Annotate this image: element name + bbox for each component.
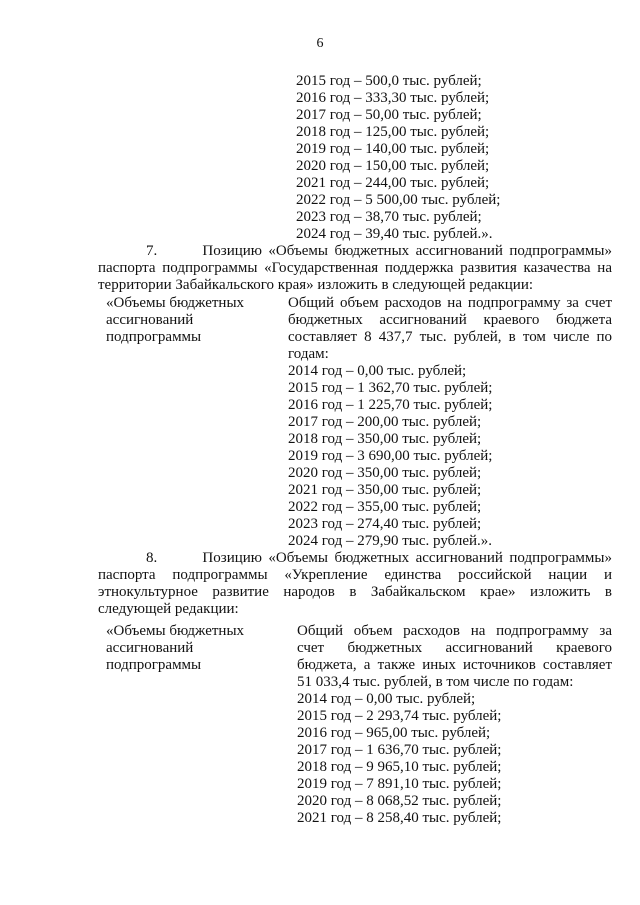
list-item: 2015 год – 1 362,70 тыс. рублей; bbox=[288, 380, 493, 396]
table-value-line: Общий объем расходов на подпрограмму за счет bbox=[288, 295, 612, 311]
list-item: 2017 год – 50,00 тыс. рублей; bbox=[296, 107, 482, 123]
list-item: 2020 год – 350,00 тыс. рублей; bbox=[288, 465, 482, 481]
list-item: 2017 год – 1 636,70 тыс. рублей; bbox=[297, 742, 502, 758]
list-item: 2024 год – 39,40 тыс. рублей.». bbox=[296, 226, 493, 242]
list-item: 2015 год – 500,0 тыс. рублей; bbox=[296, 73, 482, 89]
paragraph-line: территории Забайкальского края» изложить в следующей редакции: bbox=[98, 277, 534, 293]
table-value-line: бюджета, а также иных источников составляет bbox=[297, 657, 612, 673]
table-value-line: составляет 8 437,7 тыс. рублей, в том числе по bbox=[288, 329, 612, 345]
list-item: 2015 год – 2 293,74 тыс. рублей; bbox=[297, 708, 502, 724]
list-item: 2018 год – 125,00 тыс. рублей; bbox=[296, 124, 490, 140]
table-label-line: «Объемы бюджетных bbox=[106, 295, 245, 311]
list-item: 2022 год – 355,00 тыс. рублей; bbox=[288, 499, 482, 515]
list-item: 2016 год – 965,00 тыс. рублей; bbox=[297, 725, 491, 741]
list-item: 2019 год – 140,00 тыс. рублей; bbox=[296, 141, 490, 157]
list-item: 2020 год – 8 068,52 тыс. рублей; bbox=[297, 793, 502, 809]
table-label-line: ассигнований bbox=[106, 640, 194, 656]
list-item: 2021 год – 244,00 тыс. рублей; bbox=[296, 175, 490, 191]
list-item: 2024 год – 279,90 тыс. рублей.». bbox=[288, 533, 493, 549]
list-item: 2019 год – 3 690,00 тыс. рублей; bbox=[288, 448, 493, 464]
list-item: 2018 год – 350,00 тыс. рублей; bbox=[288, 431, 482, 447]
list-item: 2021 год – 8 258,40 тыс. рублей; bbox=[297, 810, 502, 826]
list-item: 2022 год – 5 500,00 тыс. рублей; bbox=[296, 192, 501, 208]
paragraph-line: паспорта подпрограммы «Государственная поддержка развития казачества на bbox=[98, 260, 612, 276]
paragraph-line: 8. Позицию «Объемы бюджетных ассигнований подпрограммы» bbox=[146, 550, 612, 566]
list-item: 2016 год – 333,30 тыс. рублей; bbox=[296, 90, 490, 106]
list-item: 2023 год – 38,70 тыс. рублей; bbox=[296, 209, 482, 225]
list-item: 2014 год – 0,00 тыс. рублей; bbox=[297, 691, 476, 707]
list-item: 2016 год – 1 225,70 тыс. рублей; bbox=[288, 397, 493, 413]
list-item: 2023 год – 274,40 тыс. рублей; bbox=[288, 516, 482, 532]
table-value-line: счет бюджетных ассигнований краевого bbox=[297, 640, 612, 656]
list-item: 2017 год – 200,00 тыс. рублей; bbox=[288, 414, 482, 430]
table-label-line: ассигнований bbox=[106, 312, 194, 328]
list-item: 2014 год – 0,00 тыс. рублей; bbox=[288, 363, 467, 379]
page-number: 6 bbox=[316, 36, 324, 51]
table-value-line: годам: bbox=[288, 346, 329, 362]
list-item: 2019 год – 7 891,10 тыс. рублей; bbox=[297, 776, 502, 792]
paragraph-line: паспорта подпрограммы «Укрепление единства российской нации и bbox=[98, 567, 612, 583]
table-label-line: «Объемы бюджетных bbox=[106, 623, 245, 639]
table-label-line: подпрограммы bbox=[106, 329, 202, 345]
table-value-line: 51 033,4 тыс. рублей, в том числе по годам: bbox=[297, 674, 574, 690]
table-label-line: подпрограммы bbox=[106, 657, 202, 673]
list-item: 2021 год – 350,00 тыс. рублей; bbox=[288, 482, 482, 498]
list-item: 2020 год – 150,00 тыс. рублей; bbox=[296, 158, 490, 174]
paragraph-line: 7. Позицию «Объемы бюджетных ассигнований подпрограммы» bbox=[146, 243, 612, 259]
paragraph-line: следующей редакции: bbox=[98, 601, 239, 617]
list-item: 2018 год – 9 965,10 тыс. рублей; bbox=[297, 759, 502, 775]
table-value-line: бюджетных ассигнований краевого бюджета bbox=[288, 312, 612, 328]
table-value-line: Общий объем расходов на подпрограмму за bbox=[297, 623, 612, 639]
paragraph-line: этнокультурное развитие народов в Забайкальском крае» изложить в bbox=[98, 584, 612, 600]
